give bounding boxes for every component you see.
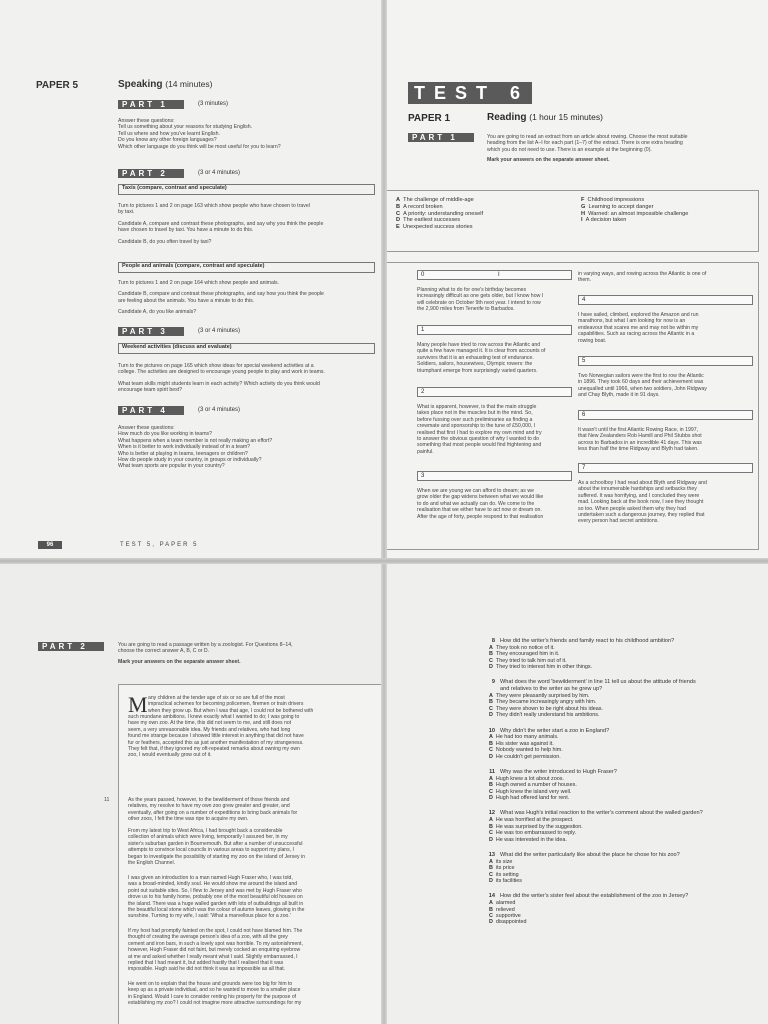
part-2-text: Turn to pictures 1 and 2 on page 163 which show people who have chosen to travel by taxi. Candidate A, compare and contrast these photographs, and say why you think the people have chosen to travel by taxi. You have a minute to do this. Candidate B, do you often travel by taxi? [118, 203, 324, 245]
part-4-label: PART 4 [118, 406, 184, 415]
part-1-duration: (3 minutes) [198, 101, 229, 107]
question-14: 14 How did the writer's sister feel about the establishment of the zoo in Jersey? A alarmed B relieved C supportive D disappointed [488, 893, 689, 926]
part-1-text: Answer these questions: Tell us something about your reasons for studying English. Tell us where and how you've learnt English. Do you know any other foreign languages? Which other language do you think will be most useful for you to learn? [118, 118, 281, 150]
question-8: 8 How did the writer's friends and family react to his childhood ambition? A They took no notice of it. B They encouraged him in it. C They tried to talk him out of it. D They tried to interest him in other things. [489, 638, 675, 671]
paragraph-4: I have sailed, climbed, explored the Amazon and run marathons, but what I am looking for now is an endeavour that scares me and may not be within my capabilities. Such as racing across the Atlantic in a rowing boat. [578, 312, 699, 344]
part-4-text: Answer these questions: How much do you like working in teams? What happens when a team member is not really making an effort? When is it better to work individually instead of in a team? Who is better at playing in teams, teenagers or children? How do people study in your country, in groups or individually? What team sports are popular in your country? [118, 425, 273, 470]
headings-right: F Childhood impressions G Learning to accept danger H Warned: an almost impossible challenge I A decision taken [581, 197, 689, 224]
part-1-label: PART 1 [408, 133, 474, 142]
passage-para-2: As the years passed, however, to the bewilderment of those friends and relatives, my resolve to have my own zoo grew greater and greater, and eventually, after going on a number of expeditions to bring back animals for other zoos, I felt the time was ripe to acquire my own. [128, 797, 298, 823]
question-12: 12 What was Hugh's initial reaction to the writer's comment about the walled garden? A He was horrified at the prospect. B He was surprised by the suggestion. C He was too embarrassed to reply. D He was interested in the idea. [488, 810, 703, 843]
question-list [481, 638, 761, 926]
part-2-duration: (3 or 4 minutes) [198, 170, 241, 176]
section-title: Speaking (14 minutes) [118, 79, 213, 90]
part-4-duration: (3 or 4 minutes) [198, 407, 241, 413]
paragraph-3: When we are young we can afford to dream; as we grow older the gap widens between what we would like to do and what we actually can do. We come to the realisation that we either have to act now or dream on. After the age of forty, people respond to that realisation [417, 488, 544, 520]
question-13: 13 What did the writer particularly like about the place he chose for his zoo? A its size B its price C its setting D its facilities [488, 851, 680, 884]
page-speaking [0, 0, 383, 560]
passage-para-1a: any children at the tender age of six or so are full of the most impractical schemes for becoming policemen, firemen or train drivers when they grow up. But when I was that age, I could not be bothered with [148, 695, 314, 714]
passage-para-4: I was given an introduction to a man named Hugh Fraser who, I was told, was a broad-minded, kindly soul. He would show me around the island and point out suitable sites. So, I flew to Jersey and was met by Hugh Fraser who drove us to his family home, probably one of the most beautiful old houses on the island. There was a huge walled garden with lots of outbuildings all built in the beautiful local stone which was the colour of autumn leaves, glowing in the sunshine. Turning to my wife, I said: 'What a marvellous place for a zoo.' [128, 875, 305, 920]
question-11: 11 Why was the writer introduced to Hugh Fraser? A Hugh knew a lot about zoos. B Hugh owned a number of houses. C Hugh knew the island very well. D Hugh had offered land for rent. [489, 769, 617, 802]
headings-box [385, 190, 759, 252]
part-2-intro: You are going to read a passage written by a zoologist. For Questions 8–14, choose the correct answer A, B, C or D. Mark your answers on the separate answer sheet. [118, 642, 293, 665]
page-reading-part2 [0, 562, 383, 1024]
page-number: 96 [38, 541, 62, 549]
paragraph-3-cont: in varying ways, and rowing across the Atlantic is one of them. [578, 271, 707, 284]
passage-para-3: From my latest trip to West Africa, I had brought back a considerable collection of animals which were living, temporarily I assured her, in my sister's suburban garden in Bournemouth. But after a number of unsuccessful attempts to convince local councils in various areas to support my plans, I began to investigate the possibility of starting my zoo on the island of Jersey in the English Channel. [128, 828, 305, 867]
answer-box-5[interactable]: 5 [578, 356, 753, 366]
answer-box-4[interactable]: 4 [578, 295, 753, 305]
drop-cap: M [128, 692, 148, 717]
paragraph-6: It wasn't until the first Atlantic Rowing Race, in 1997, that New Zealanders Rob Hamill and Phil Stubbs shot across to Barbados in an incredible 41 days. This was less than half the time Ridgway and Blyth had taken. [578, 427, 702, 453]
paragraph-5: Two Norwegian sailors were the first to row the Atlantic in 1896. They took 60 days and their achievement was unequalled until 1966, when two soldiers, John Ridgway and Chay Blyth, made it in 91 days. [578, 373, 707, 399]
section-title: Reading (1 hour 15 minutes) [487, 112, 603, 123]
page-questions [385, 562, 768, 1024]
paper-label: PAPER 1 [408, 113, 451, 124]
part-3-text: Turn to the pictures on page 165 which show ideas for special weekend activities at a college. The activities are designed to encourage young people to play and work in teams. What team skills might students learn in each activity? Which activity do you think would encourage team spirit best? [118, 363, 325, 394]
test-banner: TEST 6 [408, 82, 532, 104]
book-spine [381, 0, 387, 1024]
paragraph-7: As a schoolboy I had read about Blyth and Ridgway and about the innumerable hardships and setbacks they suffered. It was horrifying, and I concluded they were mad. Looking back at the book now, I see they thought so too. When people asked them why they had undertaken such a dangerous journey, they replied that every person had secret ambitions. [578, 480, 707, 525]
page-reading-part1 [385, 0, 768, 560]
part-3-label: PART 3 [118, 327, 184, 336]
animals-topic-box: People and animals (compare, contrast and speculate) [118, 262, 375, 273]
page-footer: TEST 5, PAPER 5 [120, 542, 199, 548]
headings-left: A The challenge of middle-age B A record broken C A priority: understanding oneself D The earliest successes E Unexpected success stories [396, 197, 484, 231]
paper-label: PAPER 5 [36, 80, 79, 91]
answer-box-6[interactable]: 6 [578, 410, 753, 420]
answer-box-0: 0 I [417, 270, 572, 280]
taxis-topic-box: Taxis (compare, contrast and speculate) [118, 184, 375, 195]
paragraph-0: Planning what to do for one's birthday becomes increasingly difficult as one gets older, but I know how I will celebrate on October 9th next year. I intend to row the 2,900 miles from Tenerife to Barbados. [417, 287, 544, 313]
part-3-duration: (3 or 4 minutes) [198, 328, 241, 334]
scan-divider [0, 558, 768, 564]
weekend-topic-box: Weekend activities (discuss and evaluate) [118, 343, 375, 354]
paragraph-2: What is apparent, however, is that the main struggle takes place not in the muscles but in the mind. So, before fussing over such preliminaries as finding a crewmate and sponsorship to the tune of £50,000, I realised that first I had to explore my own mind and try to answer the obvious question of why I wanted to do something that most people would find frightening and painful. [417, 404, 542, 455]
question-9: 9 What does the word 'bewilderment' in line 11 tell us about the attitude of friends and relatives to the writer as he grew up? A They were pleasantly surprised by him. B They became increasingly angry with him. C They were shown to be right about his ideas. D They didn't really understand his ambitions. [489, 679, 696, 719]
passage-para-5: If my host had promptly fainted on the spot, I could not have blamed him. The thought of creating the average person's idea of a zoo, with all the grey cement and iron bars, in such a lovely spot was horrible. To my astonishment, however, Hugh Fraser did not faint, but merely cocked an enquiring eyebrow at me and asked whether I really meant what I said. Slightly embarrassed, I replied that I had meant it, but added hastily that I realised that it was impossible. Hugh said he did not think it was as impossible as all that. [128, 928, 303, 973]
part-2-label: PART 2 [118, 169, 184, 178]
part-2-label: PART 2 [38, 642, 104, 651]
part-1-intro: You are going to read an extract from an article about rowing. Choose the most suitable heading from the list A–I for each part (1–7) of the extract. There is one extra heading which you do not need to use. There is an example at the beginning (0). Mark your answers on the separate answer sheet. [487, 134, 688, 164]
passage-para-6: He went on to explain that the house and grounds were too big for him to keep up as a private individual, and so he wanted to move to a smaller place in England. Would I care to consider renting his property for the purpose of establishing my zoo? I could not imagine more attractive surroundings for my [128, 981, 302, 1007]
answer-box-2[interactable]: 2 [417, 387, 572, 397]
part-2-text-b: Turn to pictures 1 and 2 on page 164 which show people and animals. Candidate B, compare and contrast these photographs, and say how you think the people are feeling about the animals. You have a minute to do this. Candidate A, do you like animals? [118, 280, 324, 316]
answer-box-3[interactable]: 3 [417, 471, 572, 481]
question-10: 10 Why didn't the writer start a zoo in England? A He had too many animals. B His sister was against it. C Nobody wanted to help him. D He couldn't get permission. [488, 727, 610, 760]
part-1-label: PART 1 [118, 100, 184, 109]
line-number: 11 [104, 797, 110, 803]
answer-box-1[interactable]: 1 [417, 325, 572, 335]
answer-box-7[interactable]: 7 [578, 463, 753, 473]
paragraph-1: Many people have tried to row across the Atlantic and quite a few have managed it. It is clear from accounts of survivors that it is an exhausting test of endurance. Soldiers, sailors, housewives, Olympic rowers: the triumphant emerge from surprisingly varied quarters. [417, 342, 546, 374]
passage-para-1b: such mundane ambitions. I knew exactly what I wanted to do; I was going to have my own zoo. At the time, this did not seem to me, and still does not seem, a very unreasonable idea. My friends and relatives, who had long found me strange because I showed little interest in anything that did not have fur or feathers, accepted this as just another manifestation of my strangeness. They felt that, if they ignored my oft-repeated remarks about owning my own zoo, I would eventually grow out of it. [128, 714, 304, 759]
